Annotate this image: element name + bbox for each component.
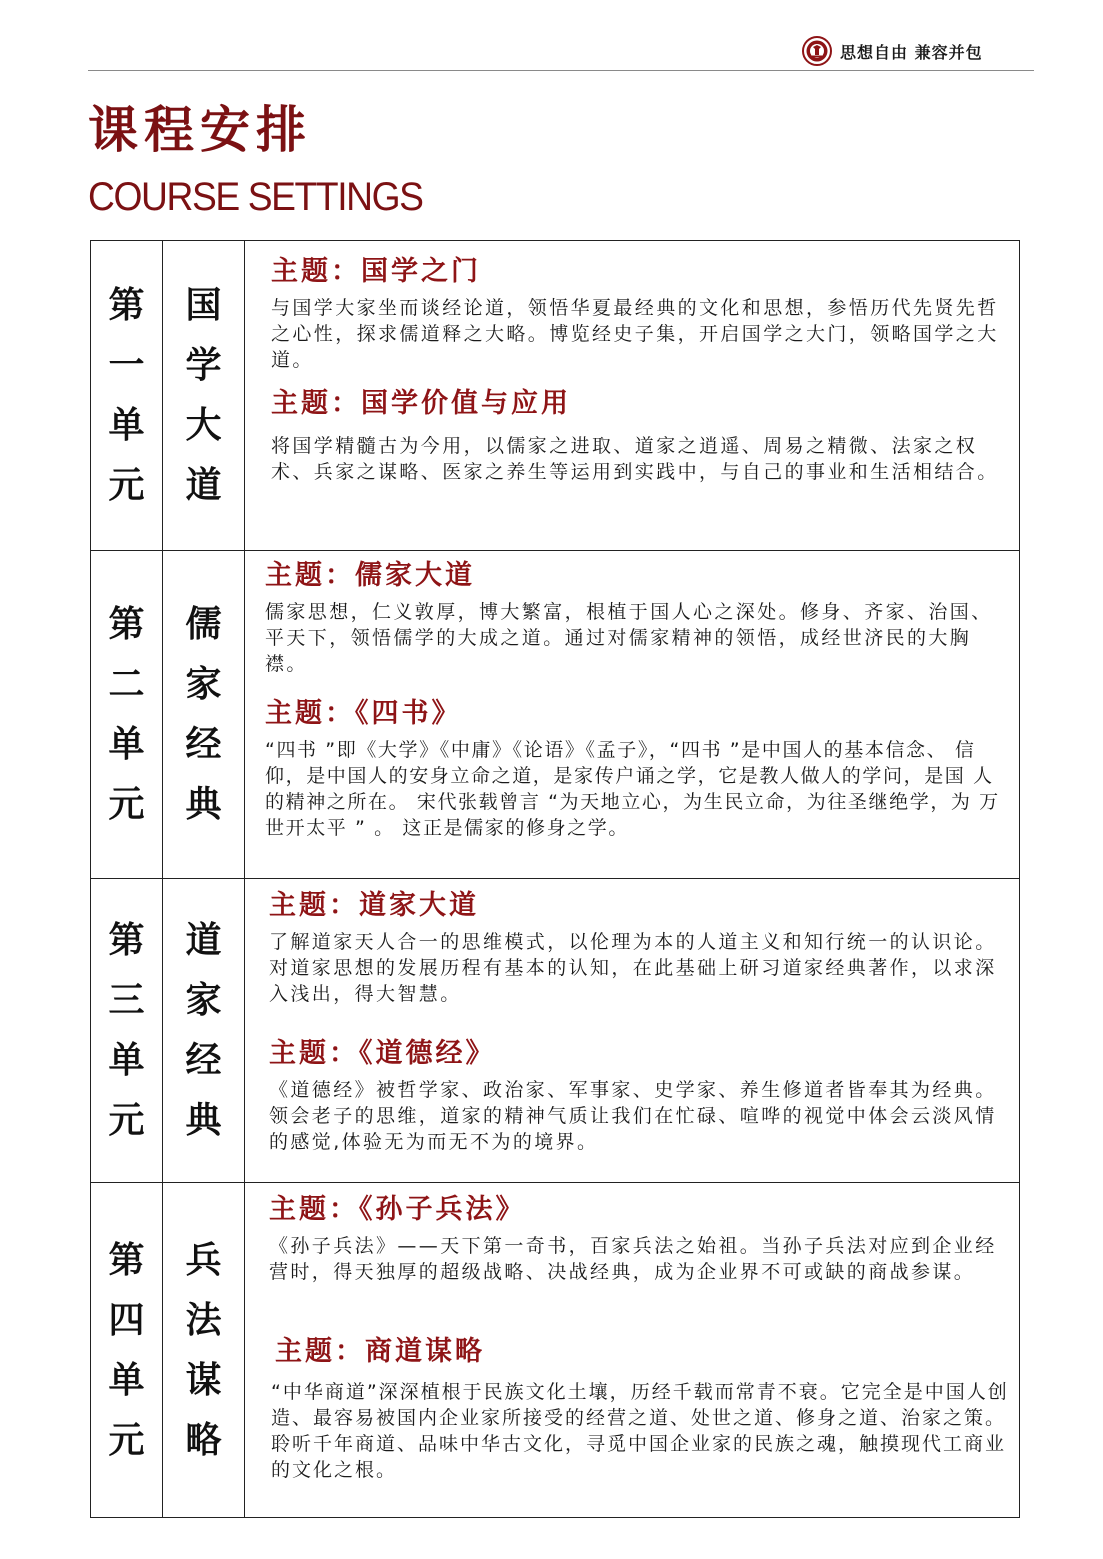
topic-title [271, 387, 1031, 421]
topic-title-text: 儒家大道 [355, 560, 475, 591]
topic-title [269, 1037, 1029, 1071]
unit-name-char: 道 [185, 919, 222, 961]
unit-name [185, 911, 221, 1151]
topic-body: “中华商道”深深植根于民族文化土壤，历经千载而常青不衰。它完全是中国人创造、最容易被国内企业家所接受的经营之道、处世之道、修身之道、治家之策。聆听千年商道、品味中华古文化，寻觅中国企业家的民族之魂，触摸现代工商业的文化之根。 [271, 1381, 1009, 1481]
topic-block [271, 255, 1031, 373]
page-title: 课程安排 [88, 101, 312, 159]
unit-row-4 [91, 1183, 1019, 1518]
unit-name-char: 国 [185, 284, 222, 326]
topic-body: “四书 ”即《大学》《中庸》《论语》《孟子》，“四书 ”是中国人的基本信念、 信仰，是中国人的安身立命之道，是家传户诵之学，它是教人做人的学问，是国 人的精神之所在。 宋代张载曾言 “为天地立心，为生民立命，为往圣继绝学，为 万世开太平 ” 。 这正是儒家的修身之学。 [265, 739, 1000, 839]
unit-label-cell [91, 551, 163, 878]
unit-name-char: 法 [185, 1299, 222, 1341]
unit-row-3 [91, 879, 1019, 1183]
topic-title-text: 《孙子兵法》 [359, 1194, 526, 1225]
unit-name-char: 兵 [185, 1239, 222, 1281]
unit-label-cell [91, 241, 163, 550]
course-table [90, 240, 1020, 1518]
unit-name-char: 谋 [185, 1359, 222, 1401]
topic-prefix: 主题： [269, 1194, 359, 1225]
topic-block [269, 1037, 1029, 1155]
unit-label [108, 595, 144, 835]
topic-prefix: 主题： [265, 560, 355, 591]
unit-label-cell [91, 879, 163, 1182]
unit-name-char: 家 [185, 663, 222, 705]
unit-label [108, 1231, 144, 1471]
topic-title [269, 889, 1029, 923]
topic-body: 《道德经》被哲学家、政治家、军事家、史学家、养生修道者皆奉其为经典。领会老子的思维，道家的精神气质让我们在忙碌、喧哗的视觉中体会云淡风情的感觉,体验无为而无不为的境界。 [269, 1079, 997, 1153]
unit-name-char: 经 [185, 1039, 222, 1081]
unit-name-char: 经 [185, 723, 222, 765]
topic-prefix: 主题： [269, 1038, 359, 1069]
unit-name-char: 典 [185, 783, 222, 825]
unit-label-char: 单 [108, 723, 145, 765]
topic-prefix: 主题： [271, 388, 361, 419]
motto-text: 思想自由 兼容并包 [840, 42, 983, 62]
unit-row-2 [91, 551, 1019, 879]
page-subtitle: COURSE SETTINGS [88, 175, 423, 219]
unit-label-char: 二 [108, 663, 145, 705]
topic-title-text: 《四书》 [355, 698, 462, 729]
topic-block [271, 1335, 1035, 1483]
unit-label-char: 单 [108, 404, 145, 446]
unit-content [245, 1183, 1019, 1518]
topic-body: 了解道家天人合一的思维模式，以伦理为本的人道主义和知行统一的认识论。对道家思想的发展历程有基本的认知，在此基础上研习道家经典著作，以求深入浅出，得大智慧。 [269, 931, 997, 1005]
unit-name-cell [163, 241, 245, 550]
unit-name-char: 学 [185, 344, 222, 386]
unit-label-char: 第 [108, 284, 145, 326]
unit-label-char: 元 [108, 783, 145, 825]
topic-title [265, 697, 1025, 731]
unit-name-cell [163, 879, 245, 1182]
unit-label-char: 单 [108, 1039, 145, 1081]
header-divider [88, 70, 1034, 71]
topic-prefix: 主题： [265, 698, 355, 729]
unit-row-1 [91, 241, 1019, 551]
topic-title-text: 国学价值与应用 [361, 388, 571, 419]
unit-label-char: 第 [108, 1239, 145, 1281]
unit-name-char: 典 [185, 1099, 222, 1141]
topic-block [271, 387, 1031, 485]
topic-title-text: 《道德经》 [359, 1038, 496, 1069]
unit-name-cell [163, 551, 245, 878]
unit-name-char: 儒 [185, 603, 222, 645]
unit-label-char: 三 [108, 979, 145, 1021]
topic-block [269, 889, 1029, 1007]
topic-title [269, 1193, 1029, 1227]
unit-content [245, 241, 1019, 550]
unit-name [185, 595, 221, 835]
topic-body: 将国学精髓古为今用，以儒家之进取、道家之逍遥、周易之精微、法家之权术、兵家之谋略、医家之养生等运用到实践中，与自己的事业和生活相结合。 [271, 435, 999, 483]
header-motto [802, 38, 983, 64]
topic-title [275, 1335, 1035, 1369]
topic-body: 与国学大家坐而谈经论道，领悟华夏最经典的文化和思想，参悟历代先贤先哲之心性，探求儒道释之大略。博览经史子集，开启国学之大门，领略国学之大道。 [271, 297, 999, 371]
unit-name-char: 家 [185, 979, 222, 1021]
topic-body: 《孙子兵法》——天下第一奇书，百家兵法之始祖。当孙子兵法对应到企业经营时，得天独厚的超级战略、决战经典，成为企业界不可或缺的商战参谋。 [269, 1235, 997, 1283]
unit-label-char: 第 [108, 919, 145, 961]
unit-label-char: 四 [108, 1299, 145, 1341]
topic-title-text: 国学之门 [361, 256, 481, 287]
topic-prefix: 主题： [269, 890, 359, 921]
topic-body: 儒家思想，仁义敦厚，博大繁富，根植于国人心之深处。修身、齐家、治国、平天下，领悟儒学的大成之道。通过对儒家精神的领悟，成经世济民的大胸襟。 [265, 601, 993, 675]
unit-label-char: 元 [108, 1099, 145, 1141]
unit-content [245, 879, 1019, 1182]
unit-name-char: 大 [185, 404, 222, 446]
topic-title-text: 道家大道 [359, 890, 479, 921]
unit-name [185, 276, 221, 516]
unit-label-char: 元 [108, 1419, 145, 1461]
university-seal-icon [802, 36, 832, 66]
unit-label [108, 276, 144, 516]
topic-title [265, 559, 1025, 593]
unit-label-char: 第 [108, 603, 145, 645]
unit-label-char: 元 [108, 464, 145, 506]
unit-name-cell [163, 1183, 245, 1518]
topic-block [265, 559, 1025, 677]
topic-block [265, 697, 1025, 841]
topic-prefix: 主题： [275, 1336, 365, 1367]
unit-label-char: 单 [108, 1359, 145, 1401]
unit-name-char: 略 [185, 1419, 222, 1461]
unit-label [108, 911, 144, 1151]
unit-label-cell [91, 1183, 163, 1518]
topic-prefix: 主题： [271, 256, 361, 287]
unit-label-char: 一 [108, 344, 145, 386]
unit-name [185, 1231, 221, 1471]
topic-title [271, 255, 1031, 289]
unit-name-char: 道 [185, 464, 222, 506]
topic-title-text: 商道谋略 [365, 1336, 485, 1367]
topic-block [269, 1193, 1029, 1285]
unit-content [245, 551, 1019, 878]
